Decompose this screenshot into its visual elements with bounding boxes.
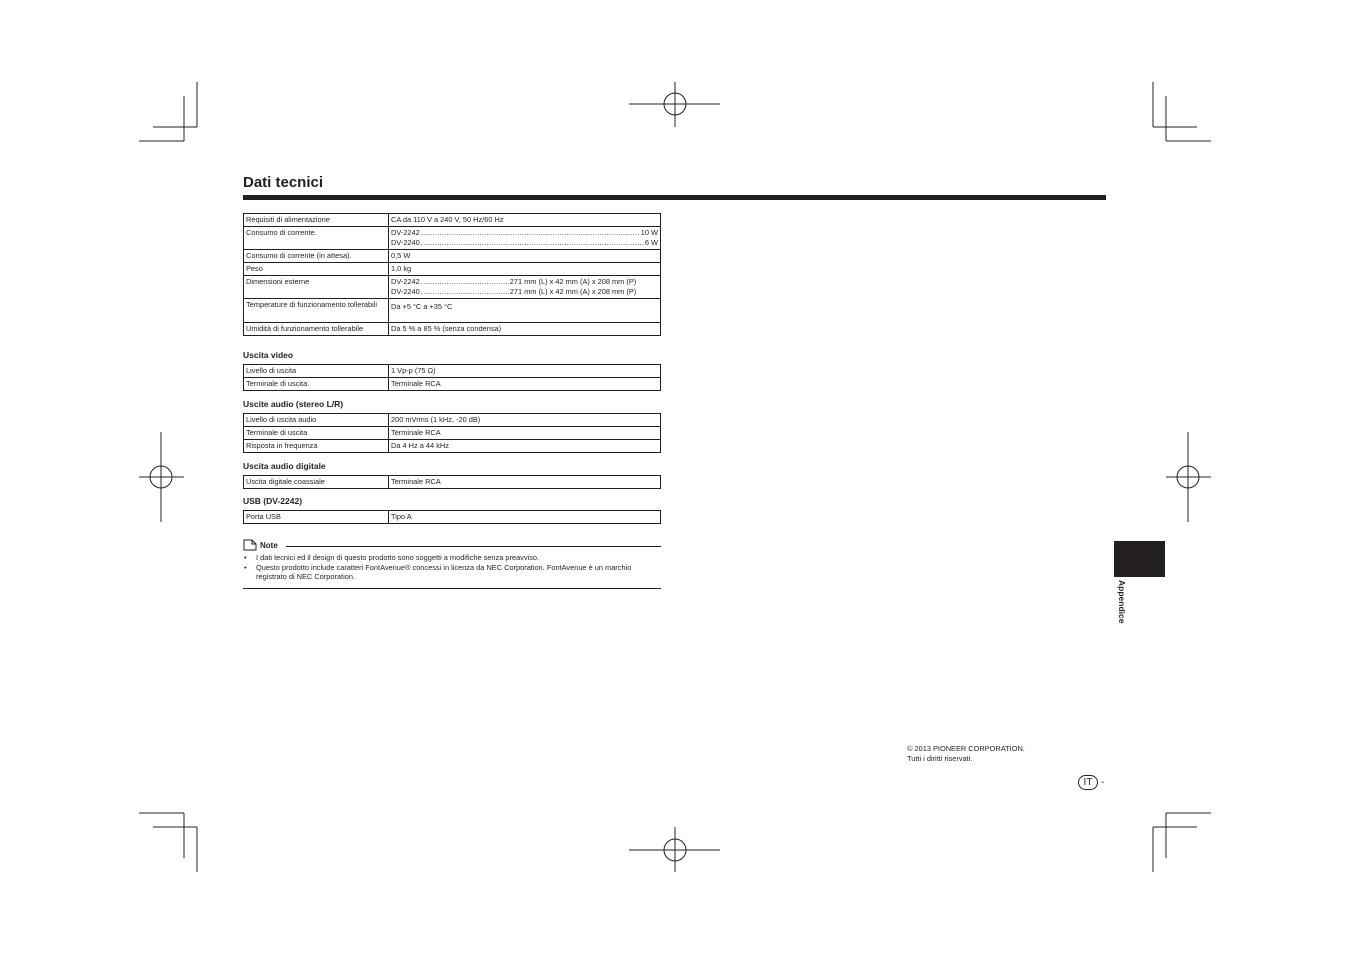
table-row — [244, 365, 661, 378]
model-value: 6 W — [644, 238, 658, 247]
note-bottom-rule — [243, 588, 661, 589]
spec-label: Umidità di funzionamento tollerabile — [244, 323, 389, 336]
model-value: 271 mm (L) x 42 mm (A) x 208 mm (P) — [509, 277, 637, 286]
table-row — [244, 440, 661, 453]
spec-value: 200 mVrms (1 kHz, -20 dB) — [389, 414, 661, 427]
section-heading-digital-audio: Uscita audio digitale — [243, 461, 326, 471]
note-item: • Questo prodotto include caratteri FontAvenue® concessi in licenza da NEC Corporation. FontAvenue è un marchio registrato di NEC Corporation. — [243, 563, 661, 582]
table-row — [244, 276, 661, 299]
spec-value: Da 4 Hz a 44 kHz — [389, 440, 661, 453]
copyright — [907, 744, 1025, 764]
spec-value: Tipo A — [389, 511, 661, 524]
spec-label: Dimensioni esterne — [244, 276, 389, 299]
table-row — [244, 414, 661, 427]
table-row — [244, 378, 661, 391]
model-value-row — [391, 238, 658, 248]
spec-value: Terminale RCA — [389, 427, 661, 440]
spec-label: Terminale di uscita — [244, 427, 389, 440]
spec-label: Requisiti di alimentazione — [244, 214, 389, 227]
audio-output-table — [243, 413, 661, 453]
model-value-row — [391, 277, 658, 287]
table-row — [244, 250, 661, 263]
spec-label: Risposta in frequenza — [244, 440, 389, 453]
spec-label: Livello di uscita — [244, 365, 389, 378]
section-heading-video: Uscita video — [243, 350, 294, 360]
spec-label: Temperature di funzionamento tollerabili — [244, 299, 389, 323]
spec-value — [389, 276, 661, 299]
language-badge: IT — [1078, 775, 1098, 790]
model-value-row — [391, 287, 658, 297]
section-tab — [1114, 541, 1165, 577]
usb-table — [243, 510, 661, 524]
spec-label: Terminale di uscita. — [244, 378, 389, 391]
page-marker — [1078, 775, 1104, 790]
spec-value: Da 5 % a 85 % (senza condensa) — [389, 323, 661, 336]
spec-value: 1,0 kg — [389, 263, 661, 276]
model-value-row — [391, 228, 658, 238]
note-divider — [286, 546, 661, 547]
spec-value: 1 Vp-p (75 Ω) — [389, 365, 661, 378]
note-icon — [243, 539, 257, 551]
table-row — [244, 476, 661, 489]
spec-value: Terminale RCA — [389, 476, 661, 489]
general-specs-table — [243, 213, 661, 336]
section-heading-usb: USB (DV-2242) — [243, 496, 303, 506]
rights-line: Tutti i diritti riservati. — [907, 754, 973, 763]
spec-label: Uscita digitale coassiale — [244, 476, 389, 489]
note-item: • I dati tecnici ed il design di questo prodotto sono soggetti a modifiche senza preavviso. — [243, 553, 661, 563]
spec-label: Porta USB — [244, 511, 389, 524]
video-output-table — [243, 364, 661, 391]
model-value: 10 W — [640, 228, 658, 237]
table-row — [244, 511, 661, 524]
spec-label: Consumo di corrente (in attesa). — [244, 250, 389, 263]
spec-value: CA da 110 V a 240 V, 50 Hz/60 Hz — [389, 214, 661, 227]
page-number-separator: - — [1101, 777, 1105, 788]
model-name: DV-2240 — [391, 287, 420, 296]
spec-value: Terminale RCA — [389, 378, 661, 391]
page-title: Dati tecnici — [243, 174, 324, 191]
note-header — [243, 537, 661, 553]
spec-label: Peso — [244, 263, 389, 276]
section-heading-audio: Uscite audio (stereo L/R) — [243, 399, 344, 409]
model-name: DV-2240 — [391, 238, 420, 247]
table-row — [244, 263, 661, 276]
table-row — [244, 227, 661, 250]
spec-value — [389, 227, 661, 250]
note-label: Note — [260, 540, 278, 550]
spec-label: Livello di uscita audio — [244, 414, 389, 427]
model-name: DV-2242 — [391, 277, 420, 286]
table-row — [244, 427, 661, 440]
note-list — [243, 553, 661, 582]
title-rule — [243, 195, 1106, 200]
spec-value: Da +5 °C a +35 °C — [389, 299, 661, 323]
model-value: 271 mm (L) x 42 mm (A) x 208 mm (P) — [509, 287, 637, 296]
model-name: DV-2242 — [391, 228, 420, 237]
note-block — [243, 537, 661, 589]
table-row — [244, 214, 661, 227]
copyright-line: © 2013 PIONEER CORPORATION. — [907, 744, 1025, 753]
table-row — [244, 299, 661, 323]
spec-label: Consumo di corrente. — [244, 227, 389, 250]
digital-audio-table — [243, 475, 661, 489]
table-row — [244, 323, 661, 336]
section-tab-label: Appendice — [1117, 580, 1127, 624]
spec-value: 0,5 W — [389, 250, 661, 263]
